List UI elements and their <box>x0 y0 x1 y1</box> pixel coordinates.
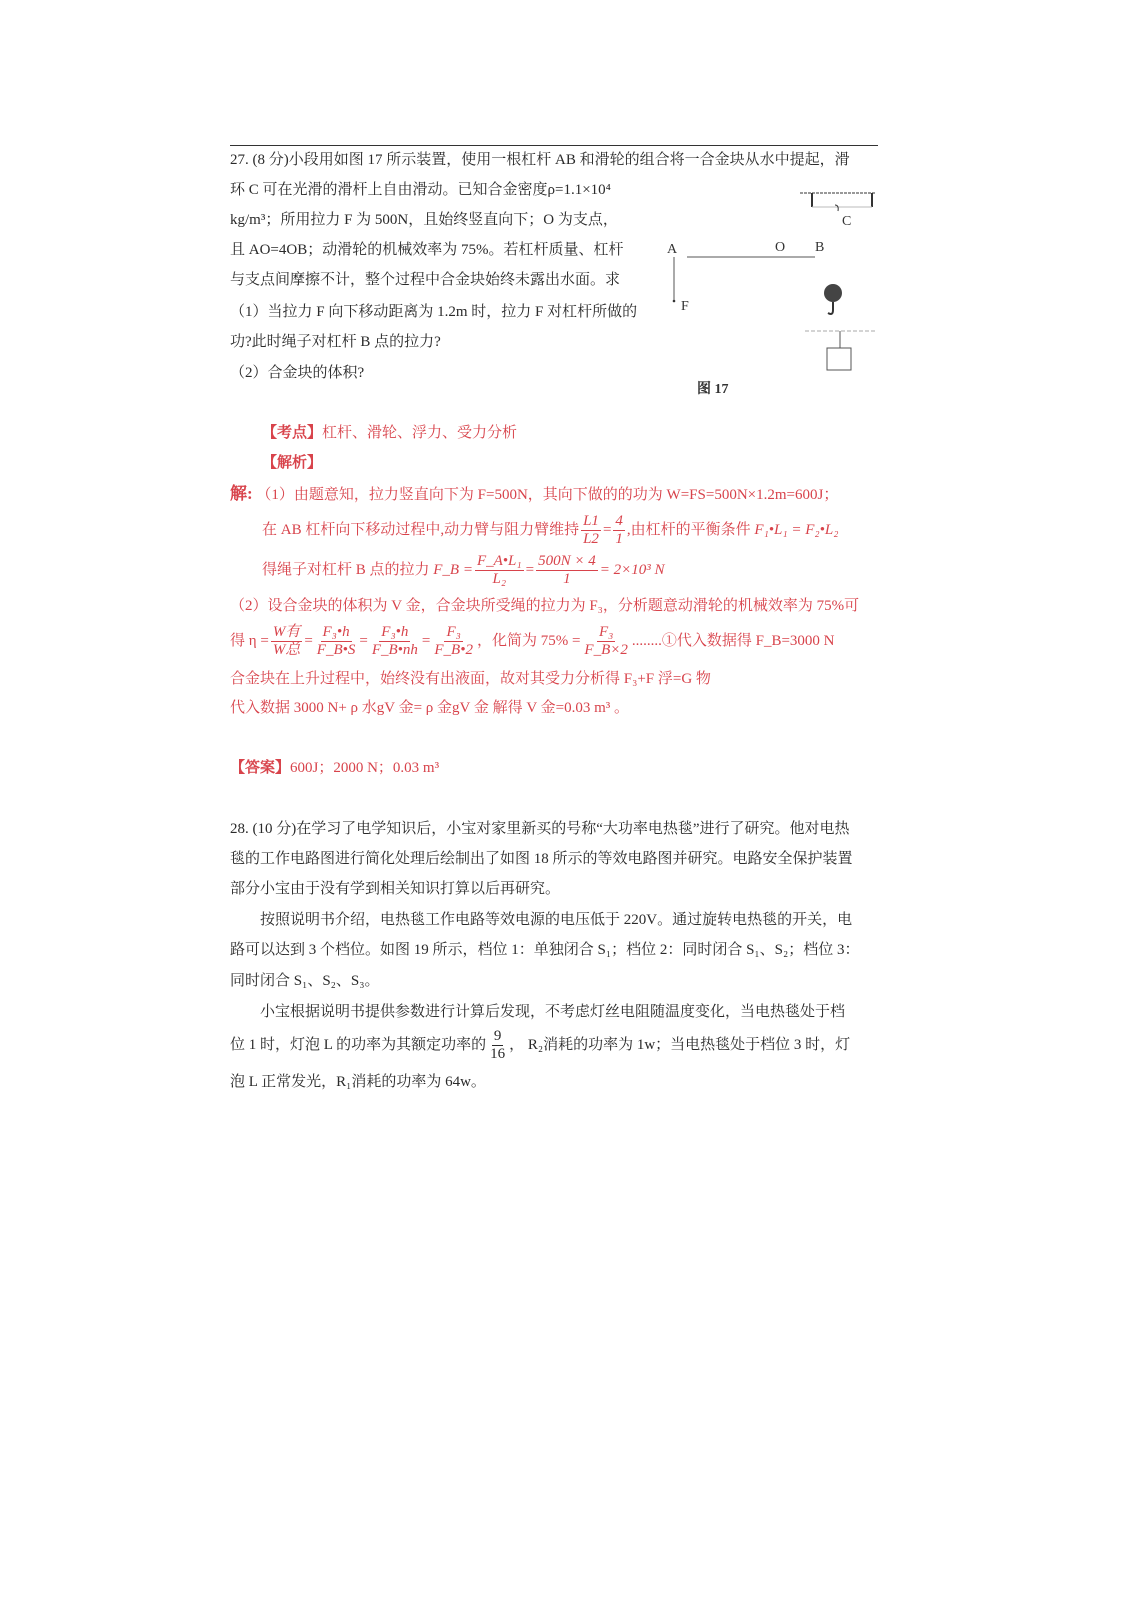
kaodian: 【考点】杠杆、滑轮、浮力、受力分析 <box>262 425 518 441</box>
solution-lever-ratio: 在 AB 杠杆向下移动过程中,动力臂与阻力臂维持 $\frac{L1}{L2}$ = $\frac{4}{1}$ ,由杠杆的平衡条件 F₁•L₁ = F₂•L₂ <box>262 513 839 548</box>
solution-fb: 得绳子对杠杆 B 点的拉力 F_B = $\frac{\text{F\_A•L₁}}{\text{L₂}}$ = $\frac{500N \times 4}{1}$ = 2×10³ N <box>262 553 665 588</box>
pulley-icon <box>824 284 842 302</box>
q28-line: 泡 L 正常发光，R₁消耗的功率为 64w。 <box>230 1074 486 1090</box>
label-f: F <box>681 299 689 314</box>
jiexi-tag: 【解析】 <box>262 455 323 471</box>
fraction: $\frac{\text{F₃•h}}{F\_B•nh}$ <box>371 624 418 659</box>
label-c: C <box>842 214 852 229</box>
label-b: B <box>815 240 825 255</box>
q27-line: 环 C 可在光滑的滑杆上自由滑动。已知合金密度ρ=1.1×10⁴ <box>230 182 611 198</box>
q27-line: 且 AO=4OB；动滑轮的机械效率为 75%。若杠杆质量、杠杆 <box>230 242 624 258</box>
fraction: $\frac{\text{F₃}}{F\_B•2}$ <box>434 624 473 659</box>
alloy-block <box>827 348 851 370</box>
label-o: O <box>775 240 786 255</box>
force-point <box>673 300 676 303</box>
q27-line: 与支点间摩擦不计，整个过程中合金块始终未露出水面。求 <box>230 272 621 288</box>
q28-line: 按照说明书介绍，电热毯工作电路等效电源的电压低于 220V。通过旋转电热毯的开关，电 <box>230 912 853 928</box>
fraction: $\frac{\text{F₃•h}}{F\_B•S}$ <box>316 624 356 659</box>
solution-force-balance: 合金块在上升过程中，始终没有出液面，故对其受力分析得 F₃+F 浮=G 物 <box>230 671 711 687</box>
answer: 【答案】600J；2000 N；0.03 m³ <box>230 760 440 776</box>
hook-icon <box>828 302 833 314</box>
q27-line: 27. (8 分)小段用如图 17 所示装置，使用一根杠杆 AB 和滑轮的组合将一合金块从水中提起，滑 <box>230 152 850 168</box>
fraction: $\frac{L1}{L2}$ <box>583 513 599 548</box>
q27-line: kg/m³；所用拉力 F 为 500N，且始终竖直向下；O 为支点， <box>230 212 618 228</box>
q28-line: 位 1 时，灯泡 L 的功率为其额定功率的 $\frac{9}{16}$ ， R₂消耗的功率为 1w；当电热毯处于档位 3 时，灯 <box>230 1028 851 1063</box>
solution-volume: 代入数据 3000 N+ ρ 水gV 金= ρ 金gV 金 解得 V 金=0.03 m³ 。 <box>230 700 630 716</box>
q28-line: 毯的工作电路图进行简化处理后绘制出了如图 18 所示的等效电路图并研究。电路安全保护装置 <box>230 851 853 867</box>
figure-caption: 图 17 <box>697 382 729 397</box>
q27-line: （2）合金块的体积? <box>230 365 365 381</box>
q28-line: 部分小宝由于没有学到相关知识打算以后再研究。 <box>230 881 561 897</box>
q27-line: （1）当拉力 F 向下移动距离为 1.2m 时，拉力 F 对杠杆所做的 <box>230 304 638 320</box>
fraction: $\frac{\text{F₃}}{F\_B\times 2}$ <box>584 624 628 659</box>
fraction: $\frac{500N \times 4}{1}$ <box>538 553 596 588</box>
solution-step-2: （2）设合金块的体积为 V 金，合金块所受绳的拉力为 F₃，分析题意动滑轮的机械效率为 75%可 <box>230 598 860 614</box>
fraction: $\frac{\text{W有}}{\text{W总}}$ <box>272 624 301 659</box>
fraction: $\frac{4}{1}$ <box>615 513 623 548</box>
q28-line: 路可以达到 3 个档位。如图 19 所示，档位 1：单独闭合 S₁；档位 2：同时闭合 S₁、S₂；档位 3： <box>230 942 860 958</box>
fraction: $\frac{9}{16}$ <box>490 1028 506 1063</box>
top-rule <box>230 145 878 146</box>
q27-line: 功?此时绳子对杠杆 B 点的拉力? <box>230 334 441 350</box>
solution-efficiency: 得 η = $\frac{\text{W有}}{\text{W总}}$ = $\frac{\text{F₃•h}}{F\_B•S}$ = $\frac{\text{F₃•h}}{F\_B•nh}$ = $\frac{\text{F₃}}{F\_B•2}$ ，化简为 75% = $\frac{\text{F₃}}{F\_B\times 2}$ ........①代入数据得 F_B=3000 N <box>230 624 835 659</box>
q28-line: 同时闭合 S₁、S₂、S₃。 <box>230 973 380 989</box>
solution-step-1: 解: （1）由题意知，拉力竖直向下为 F=500N，其向下做的的功为 W=FS=500N×1.2m=600J； <box>230 484 839 503</box>
figure-17-lever-pulley <box>665 185 880 400</box>
q28-line: 28. (10 分)在学习了电学知识后，小宝对家里新买的号称“大功率电热毯”进行了研究。他对电热 <box>230 821 850 837</box>
fraction: $\frac{\text{F\_A•L₁}}{\text{L₂}}$ <box>476 553 522 588</box>
q28-line: 小宝根据说明书提供参数进行计算后发现，不考虑灯丝电阻随温度变化，当电热毯处于档 <box>230 1004 846 1020</box>
label-a: A <box>667 242 678 257</box>
ring-c <box>835 205 838 211</box>
